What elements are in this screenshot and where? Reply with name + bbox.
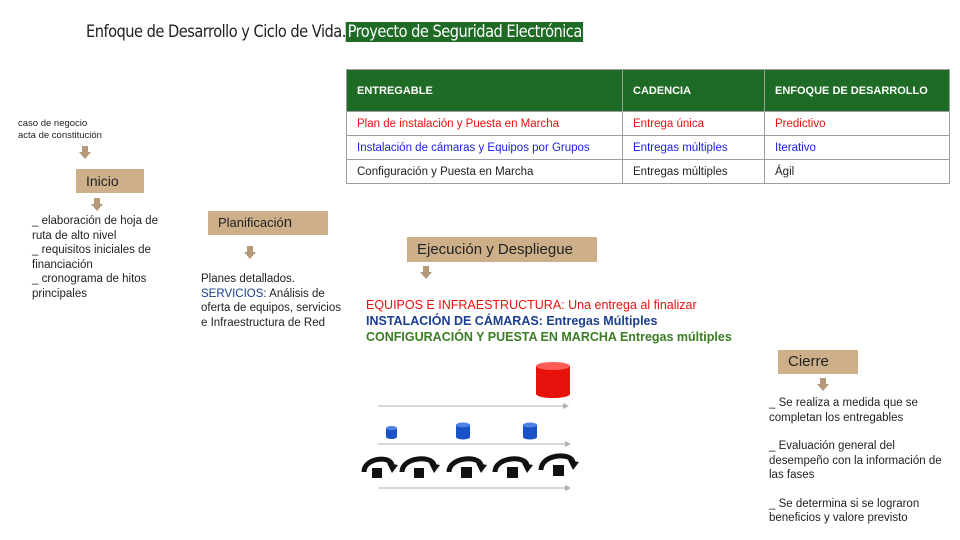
down-arrow-icon	[79, 146, 91, 159]
delivery-diagram	[360, 355, 590, 505]
phase-planificacion	[208, 211, 328, 235]
iterative-cylinder-icon	[523, 423, 537, 440]
line-configuracion	[366, 329, 732, 345]
ejecucion-lines	[366, 297, 732, 345]
cell-entregable: Instalación de cámaras y Equipos por Grupos	[347, 136, 623, 160]
servicios-label: SERVICIOS	[201, 287, 264, 300]
list-item: _ elaboración de hoja de ruta de alto nivel	[32, 215, 158, 242]
line-configuracion-bold: CONFIGURACIÓN Y PUESTA EN MARCHA	[366, 330, 617, 344]
page-title	[86, 22, 583, 42]
note-caso-negocio: caso de negocio	[18, 118, 88, 129]
table-row	[347, 112, 950, 136]
table-header-row	[347, 70, 950, 112]
cierre-items	[769, 396, 944, 526]
planificacion-text	[201, 272, 341, 330]
title-highlight: Proyecto de Seguridad Electrónica	[347, 22, 582, 42]
phase-ejecucion: Ejecución y Despliegue	[407, 237, 597, 262]
line-configuracion-tail: Entregas múltiples	[616, 330, 732, 344]
header-cadencia: CADENCIA	[623, 70, 765, 112]
cell-enfoque: Ágil	[765, 160, 950, 184]
iterative-cylinder-icon	[456, 423, 470, 440]
cell-cadencia: Entregas múltiples	[623, 160, 765, 184]
cell-entregable: Plan de instalación y Puesta en Marcha	[347, 112, 623, 136]
list-item: _ Se realiza a medida que se completan los entregables	[769, 397, 918, 424]
phase-planificacion-label-tail: n	[283, 214, 293, 231]
agile-loop-icon	[364, 459, 398, 478]
inicio-notes	[18, 118, 102, 142]
inicio-items	[32, 214, 172, 301]
phase-inicio: Inicio	[76, 169, 144, 193]
list-item: _ Se determina si se lograron beneficios y valore previsto	[769, 497, 920, 524]
planificacion-line1: Planes detallados.	[201, 273, 295, 285]
note-acta-constitucion: acta de constitución	[18, 130, 102, 141]
down-arrow-icon	[817, 378, 829, 391]
down-arrow-icon	[244, 246, 256, 259]
list-item: _ cronograma de hitos principales	[32, 273, 147, 300]
line-equipos: EQUIPOS E INFRAESTRUCTURA: Una entrega al finalizar	[366, 298, 697, 312]
title-main: Enfoque de Desarrollo y Ciclo de Vida.	[86, 22, 346, 42]
cell-entregable: Configuración y Puesta en Marcha	[347, 160, 623, 184]
line-instalacion: INSTALACIÓN DE CÁMARAS: Entregas Múltiples	[366, 314, 658, 328]
phase-planificacion-label: Planificació	[218, 215, 284, 230]
phase-cierre: Cierre	[778, 350, 858, 374]
cell-cadencia: Entrega única	[623, 112, 765, 136]
agile-loop-icon	[402, 459, 440, 478]
list-item: _ Evaluación general del desempeño con la información de las fases	[769, 440, 942, 481]
servicios-text: : Análisis de oferta de equipos, servicios e Infraestructura de Red	[201, 287, 341, 329]
cell-enfoque: Predictivo	[765, 112, 950, 136]
agile-loop-icon	[449, 459, 487, 478]
predictive-cylinder-icon	[536, 362, 570, 398]
down-arrow-icon	[91, 198, 103, 211]
iterative-cylinder-icon	[386, 426, 397, 439]
cell-enfoque: Iterativo	[765, 136, 950, 160]
table-row	[347, 136, 950, 160]
down-arrow-icon	[420, 266, 432, 279]
list-item: _ requisitos iniciales de financiación	[32, 244, 151, 271]
agile-loop-icon	[495, 459, 533, 478]
agile-loop-icon	[541, 456, 579, 476]
table-row	[347, 160, 950, 184]
cell-cadencia: Entregas múltiples	[623, 136, 765, 160]
planificacion-servicios	[201, 287, 341, 331]
header-entregable: ENTREGABLE	[347, 70, 623, 112]
deliverables-table	[346, 69, 950, 184]
header-enfoque: ENFOQUE DE DESARROLLO	[765, 70, 950, 112]
